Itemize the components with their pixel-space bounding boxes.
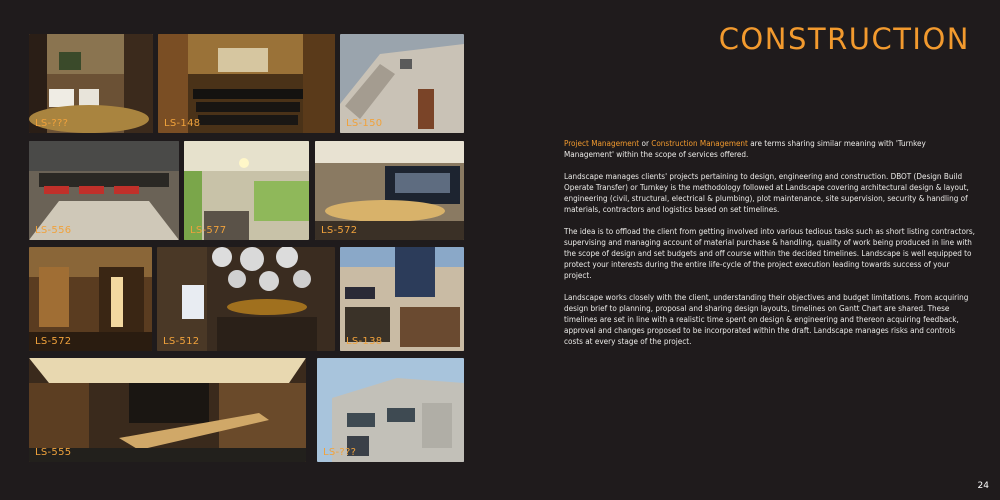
paragraph-2: Landscape manages clients' projects pertaining to design, engineering and construction. DBOT (Design Build Operate Transfer) or Turnkey is the methodology followed at Landscape covering architectural design & layout, engineering (civil, structural, electrical & plumbing), plot maintenance, site supervision, security & handling of materials, contractors and logistics based on set timelines. [564,171,969,214]
project-code: LS-512 [163,336,200,347]
paragraph-1-rest: are terms sharing similar meaning with 'Turnkey Management' within the scope of services offered. [564,138,926,159]
photo-tile-10 [29,358,306,462]
body-text [564,138,976,358]
photo-tile-7 [29,247,152,351]
photo-tile-3 [340,34,464,133]
page-title: CONSTRUCTION [718,22,970,56]
project-code: LS-555 [35,447,72,458]
paragraph-1 [564,138,976,160]
photo-tile-1 [29,34,153,133]
photo-tile-5 [184,141,309,240]
project-code: LS-150 [346,118,383,129]
photo-tile-8 [157,247,335,351]
project-code: LS-556 [35,225,72,236]
photo-tile-6 [315,141,464,240]
project-code: LS-572 [321,225,358,236]
term-project-management: Project Management [564,138,640,148]
project-code: LS-572 [35,336,72,347]
photo-tile-9 [340,247,464,351]
page-number: 24 [977,481,989,491]
paragraph-4: Landscape works closely with the client, understanding their objectives and budget limitations. From acquiring design brief to planning, proposal and sharing design layouts, timelines on Gantt Chart are shared. These timelines are set in line with a realistic time spent on design & engineering and thereon acquiring feedback, approval and changes proposed to be incorporated within the draft. Landscape manages risks and controls costs at every stage of the project. [564,292,969,346]
photo-tile-2 [158,34,335,133]
photo-tile-4 [29,141,179,240]
project-code: LS-148 [164,118,201,129]
term-construction-management: Construction Management [651,138,748,148]
conjunction: or [639,138,652,148]
project-code: LS-577 [190,225,227,236]
project-code: LS-??? [323,447,357,458]
project-code: LS-138 [346,336,383,347]
project-code: LS-??? [35,118,69,129]
paragraph-3: The idea is to offload the client from getting involved into various tedious tasks such as short listing contractors, supervising and managing account of material purchase & handling, quality of work being produced in line with the scope of design and set budgets and off course within the decided timelines. Landscape is well equipped to protect your interests during the entire life-cycle of the project execution leading towards success of your project. [564,226,975,280]
photo-tile-11 [317,358,464,462]
